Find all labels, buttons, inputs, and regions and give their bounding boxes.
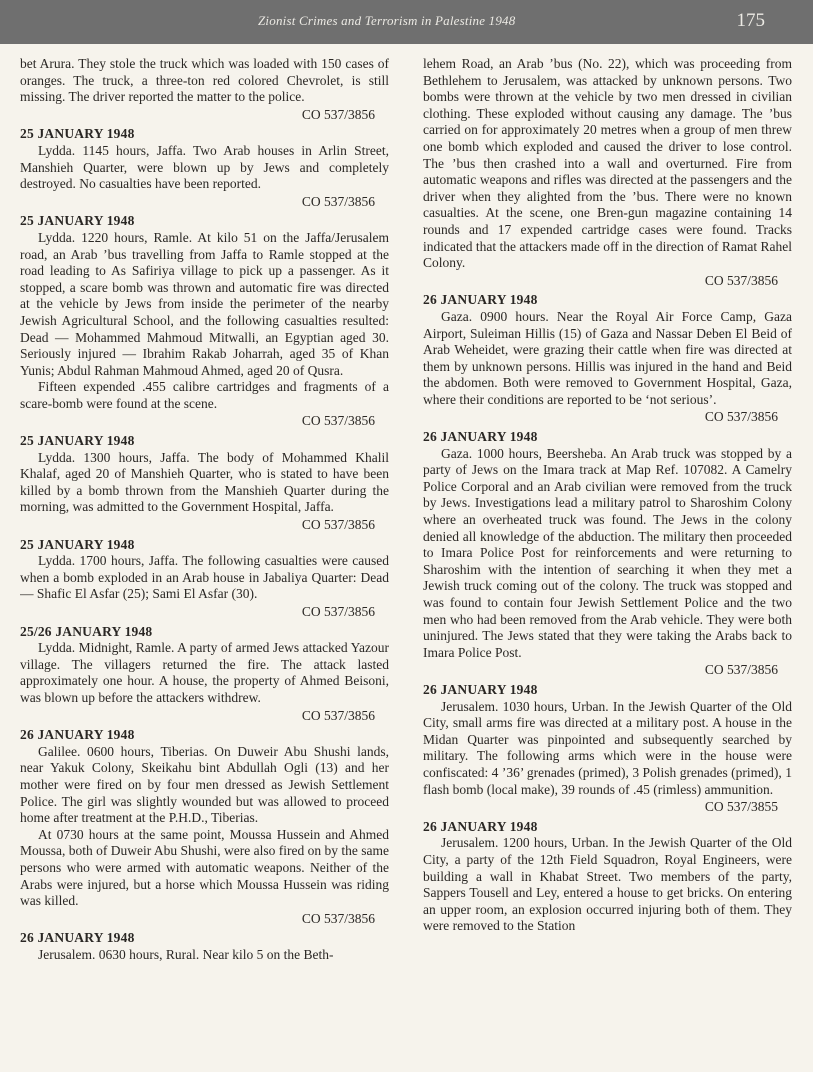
entry-paragraph: At 0730 hours at the same point, Moussa Hussein and Ahmed Moussa, both of Duweir Abu Shushi, were also fired on by the same persons who were armed with automatic weapons. Neither of the Arabs were injured, but a horse which Moussa Hussein was riding was killed. [20,826,389,909]
entry-paragraph: Jerusalem. 0630 hours, Rural. Near kilo 5 on the Beth- [38,946,334,962]
source-reference: CO 537/3856 [301,604,375,619]
entry-date-heading: 26 JANUARY 1948 [423,681,538,697]
entry [20,433,389,534]
entry-paragraph: Gaza. 0900 hours. Near the Royal Air Force Camp, Gaza Airport, Suleiman Hillis (15) of Gaza and Nassar Deben El Beid of Arab Weheidet, were grazing their cattle when fire was directed at them by unknown persons. Hillis was injured in the hand and Beid the abdomen. Both were removed to Government Hospital, Gaza, where their conditions are reported to be ‘not serious’. [423,308,792,407]
source-reference: CO 537/3856 [301,517,375,533]
entry [423,429,792,679]
page-header [0,0,813,44]
entry-date-heading: 26 JANUARY 1948 [20,727,135,743]
source-reference: CO 537/3856 [301,413,375,429]
entry [20,213,389,430]
source-reference: CO 537/3856 [301,106,375,122]
running-title: Zionist Crimes and Terrorism in Palestine 1948 [258,13,516,28]
entry-paragraph: Fifteen expended .455 calibre cartridges and fragments of a scare-bomb were found at the scene. [20,379,389,411]
entry [20,727,389,927]
source-reference: CO 537/3856 [704,662,778,678]
entry-paragraph: Lydda. Midnight, Ramle. A party of armed Jews attacked Yazour village. The villagers returned the fire. The attack lasted approximately one hour. A house, the property of Ahmed Beisoni, was blown up before the attackers withdrew. [20,640,389,705]
entry-date-heading: 26 JANUARY 1948 [423,292,538,308]
source-reference: CO 537/3856 [301,910,375,926]
continued-paragraph: lehem Road, an Arab ’bus (No. 22), which was proceeding from Bethlehem to Jerusalem, was attacked by unknown persons. Two bombs were thrown at the vehicle by two men dressed in civilian clothing. These exploded without causing any damage. The ’bus carried on for approximately 20 metres when a group of men threw one bomb which exploded and caused the driver to lose control. The ’bus then crashed into a wall and overturned. Fire from automatic weapons and rifles was directed at the passengers and the driver when they alighted from the ’bus. There were no known casualties. At the scene, one Bren-gun magazine containing 14 rounds and 17 expended cartridge cases were found. Tracks indicated that the attackers made off in the direction of Ramat Rahel Colony. [423,56,792,271]
continued-paragraph: bet Arura. They stole the truck which was loaded with 150 cases of oranges. The truck, a three-ton red colored Chevrolet, is still missing. The driver reported the matter to the police. [20,56,389,105]
entry-paragraph: Lydda. 1220 hours, Ramle. At kilo 51 on the Jaffa/Jerusalem road, an Arab ’bus travelling from Jaffa to Ramle stopped at the road leading to As Safiriya village to pick up a passenger. As it stopped, a scare bomb was thrown and automatic fire was directed at the vehicle by Jews from inside the perimeter of the nearby Jewish Agricultural School, and the following casualties resulted: Dead — Mohammed Mahmoud Mitwalli, an Egyptian aged 30. Seriously injured — Ibrahim Rakab Joharrah, aged 35 of Khan Yunis; Abdul Rahman Mahmoud Ahmed, aged 20 of Qusra. [20,229,389,378]
entry-paragraph: Gaza. 1000 hours, Beersheba. An Arab truck was stopped by a party of Jews on the Imara track at Map Ref. 107082. A Camelry Police Corporal and an Arab civilian were removed from the truck by Jews. Investigations lead a military patrol to Sharoshim Colony where an overheated truck was found. The Jews in the colony denied all knowledge of the abduction. The military then proceeded to Imara Police Post for reinforcements and were returning to Sharoshim with the intention of searching it when they met a Jewish truck coming out of the colony. The truck was stopped and was found to contain four Jewish Settlement Police and the two men who had been removed from the Arab vehicle. They were both uninjured. The Jews stated that they were taking the Arabs back to Imara Police Post. [423,445,792,660]
entry-paragraph: Jerusalem. 1200 hours, Urban. In the Jewish Quarter of the Old City, a party of the 12th Field Squadron, Royal Engineers, were building a wall in Khabat Street. Two members of the party, Sappers Tousell and Ley, entered a house to get bricks. On entering an upper room, an explosion occurred injuring both of them. They were removed to the Station [423,835,792,934]
entry-date-heading: 25 JANUARY 1948 [20,213,135,229]
entry-paragraph: Lydda. 1300 hours, Jaffa. The body of Mohammed Khalil Khalaf, aged 20 of Manshieh Quarter, who is stated to have been killed by a bomb thrown from the Manshieh Quarter during the morning, was admitted to the Government Hospital, Jaffa. [20,449,389,515]
source-reference: CO 537/3855 [704,799,778,815]
entry [20,930,389,963]
source-reference: CO 537/3856 [704,409,778,425]
entry-paragraph: Jerusalem. 1030 hours, Urban. In the Jewish Quarter of the Old City, small arms fire was directed at a military post. A house in the Midan Quarter was pinpointed and subsequently searched by military. The following arms which were in the house were confiscated: 4 ’36’ grenades (primed), 3 Polish grenades (primed), 1 flash bomb (local make), 39 rounds of .45 (rimless) ammunition. [423,698,792,797]
entry [20,126,389,210]
entry-date-heading: 25 JANUARY 1948 [20,126,135,142]
entry [20,537,389,621]
entry-date-heading: 25 JANUARY 1948 [20,536,135,552]
left-column [20,56,389,1066]
entry [423,819,792,935]
entry-paragraph: Galilee. 0600 hours, Tiberias. On Duweir Abu Shushi lands, near Yakuk Colony, Skeikahu bint Abdullah Ogli (13) and her mother were fired on by four men dressed as Jewish Settlement Police. The girl was slightly wounded but was allowed to proceed home after treatment at the P.H.D., Tiberias. [20,743,389,826]
text-columns [20,56,792,1066]
source-reference: CO 537/3856 [704,272,778,288]
entry-date-heading: 26 JANUARY 1948 [423,429,538,445]
entry [423,682,792,816]
entry-date-heading: 26 JANUARY 1948 [423,818,538,834]
entry [423,292,792,426]
source-reference: CO 537/3856 [301,707,375,723]
entry-date-heading: 25 JANUARY 1948 [20,433,135,449]
entry-paragraph: Lydda. 1700 hours, Jaffa. The following casualties were caused when a bomb exploded in an Arab house in Jabaliya Quarter: Dead — Shafic El Asfar (25); Sami El Asfar (30). [20,553,389,602]
entry-date-heading: 25/26 JANUARY 1948 [20,623,153,639]
page-number: 175 [736,10,765,31]
source-reference: CO 537/3856 [301,193,375,209]
entry [20,624,389,725]
right-column [423,56,792,1066]
entry-paragraph: Lydda. 1145 hours, Jaffa. Two Arab houses in Arlin Street, Manshieh Quarter, were blown up by Jews and completely destroyed. No casualties have been reported. [20,142,389,192]
entry-date-heading: 26 JANUARY 1948 [20,930,135,946]
